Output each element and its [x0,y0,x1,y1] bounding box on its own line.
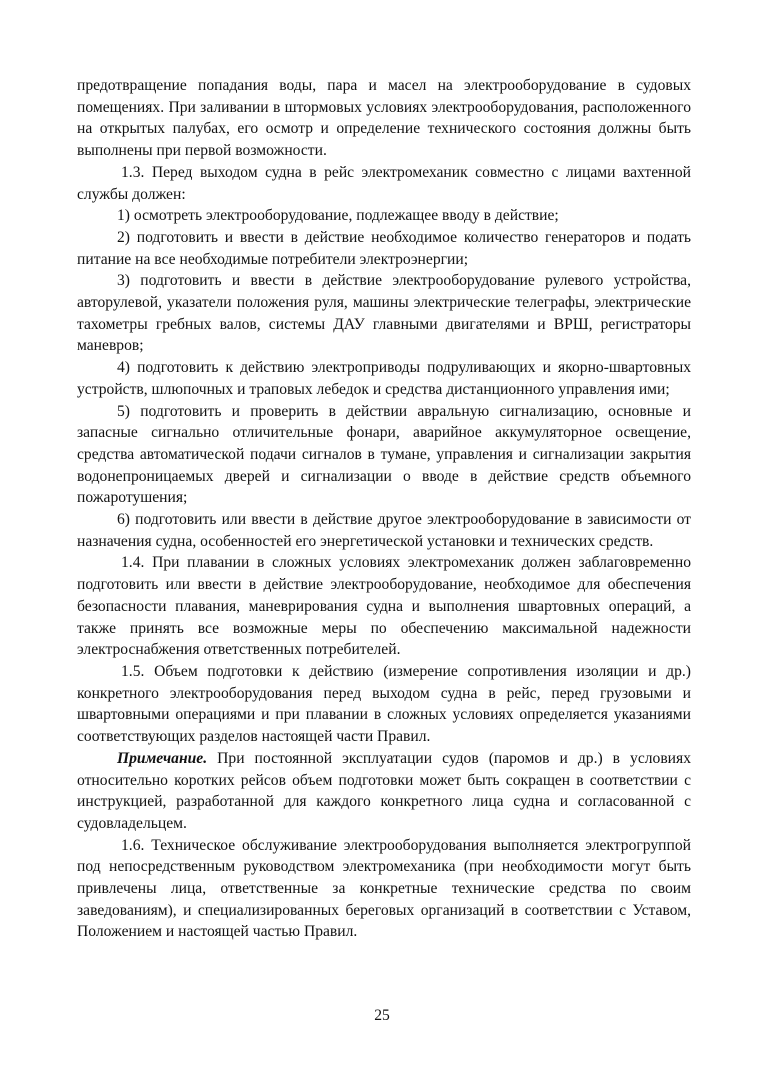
note-text: При постоянной эксплуатации судов (паромов и др.) в условиях относительно коротких рейсов объем подготовки может быть сокращен в соответствии с инструкцией, разработанной для каждого конкретного лица судна и согласованной с судовладельцем. [77,749,691,832]
page-number: 25 [374,1007,390,1024]
list-item-6: 6) подготовить или ввести в действие другое электрооборудование в зависимости от назначения судна, особенностей его энергетической установки и технических средств. [77,511,691,550]
note-paragraph [77,748,691,835]
paragraph-1-6: 1.6. Техническое обслуживание электрооборудования выполняется электрогруппой под непосредственным руководством электромеханика (при необходимости могут быть привлечены лица, ответственные за конкретные технические средства по своим заведованиям), и специализированных береговых организаций в соответствии с Уставом, Положением и настоящей частью Правил. [77,836,691,941]
paragraph-1-5: 1.5. Объем подготовки к действию (измерение сопротивления изоляции и др.) конкретного электрооборудования перед выходом судна в рейс, перед грузовыми и швартовными операциями и при плавании в сложных условиях определяется указаниями соответствующих разделов настоящей части Правил. [77,662,691,746]
list-item-4: 4) подготовить к действию электроприводы подруливающих и якорно-швартовных устройств, шлюпочных и траповых лебедок и средства дистанционного управления ими; [77,359,691,398]
list-item-2: 2) подготовить и ввести в действие необходимое количество генераторов и подать питание на все необходимые потребители электроэнергии; [77,228,691,268]
paragraph-continuation: предотвращение попадания воды, пара и масел на электрооборудование в судовых помещениях. При заливании в штормовых условиях электрооборудования, расположенного на открытых палубах, его осмотр и определение технического состояния должны быть выполнены при первой возможности. [77,77,691,160]
list-item-5: 5) подготовить и проверить в действии авральную сигнализацию, основные и запасные сигнально отличительные фонари, аварийное аккумуляторное освещение, средства автоматической подачи сигналов в тумане, управления и сигнализации закрытия водонепроницаемых дверей и сигнализации о вводе в действие средств объемного пожаротушения; [77,402,691,507]
list-item-1: 1) осмотреть электрооборудование, подлежащее вводу в действие; [117,207,559,225]
note-label: Примечание. [117,749,208,767]
paragraph-1-3: 1.3. Перед выходом судна в рейс электромеханик совместно с лицами вахтенной службы должен: [77,163,691,203]
document-page [77,75,691,943]
paragraph-1-4: 1.4. При плавании в сложных условиях электромеханик должен заблаговременно подготовить или ввести в действие электрооборудование, необходимое для обеспечения безопасности плавания, маневрирования судна и выполнения швартовных операций, а также принять все возможные меры по обеспечению максимальной надежности электроснабжения ответственных потребителей. [77,554,691,659]
list-item-3: 3) подготовить и ввести в действие электрооборудование рулевого устройства, авторулевой, указатели положения руля, машины электрические телеграфы, электрические тахометры гребных валов, системы ДАУ главными двигателями и ВРШ, регистраторы маневров; [77,272,691,355]
